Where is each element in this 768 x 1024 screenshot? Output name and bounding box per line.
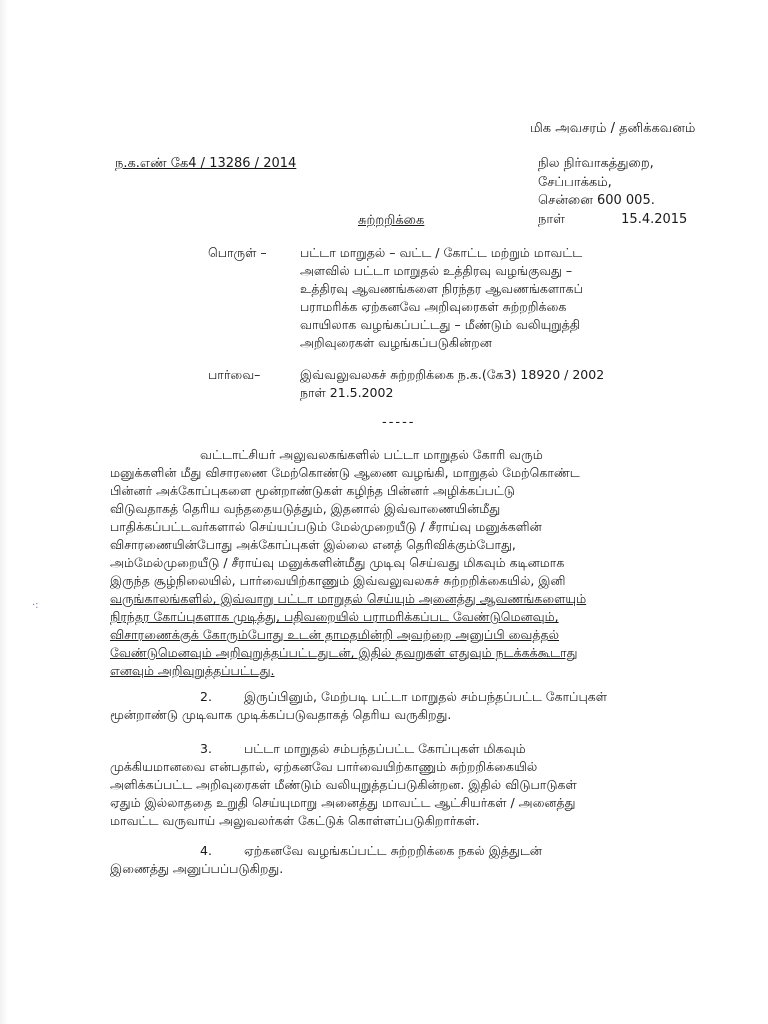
date-value: 15.4.2015 bbox=[621, 211, 688, 227]
paragraph-line: இருந்த சூழ்நிலையில், பார்வையிற்காணும் இவ்வலுவலகச் சுற்றறிக்கையில், இனி bbox=[110, 573, 566, 588]
reference-label: பார்வை– bbox=[208, 367, 261, 382]
paragraph-text: பட்டா மாறுதல் சம்பந்தப்பட்ட கோப்புகள் மிகவும் bbox=[244, 741, 526, 756]
paragraph-3 bbox=[110, 740, 668, 830]
document-title: சுற்றறிக்கை bbox=[358, 213, 425, 228]
subject-line: பட்டா மாறுதல் – வட்ட / கோட்ட மற்றும் மாவட்ட bbox=[300, 245, 583, 260]
paragraph-line: விசாரணையின்போது அக்கோப்புகள் இல்லை எனத் தெரிவிக்கும்போது, bbox=[110, 537, 516, 552]
address-line: சேப்பாக்கம், bbox=[538, 174, 612, 190]
paragraph-number: 4. bbox=[200, 843, 212, 858]
address-block bbox=[538, 155, 738, 229]
paragraph-text: இருப்பினும், மேற்படி பட்டா மாறுதல் சம்பந்தப்பட்ட கோப்புகள் bbox=[244, 689, 608, 704]
paragraph-line: பின்னர் அக்கோப்புகளை மூன்றாண்டுகள் கழிந்த பின்னர் அழிக்கப்பட்டு bbox=[110, 483, 515, 498]
separator: ----- bbox=[382, 415, 416, 430]
scan-edge-shadow bbox=[0, 0, 8, 1024]
scan-speck: ·: bbox=[32, 600, 39, 611]
paragraph-4 bbox=[110, 842, 668, 878]
paragraph-1 bbox=[110, 446, 668, 680]
paragraph-underlined-line: வேண்டுமெனவும் அறிவுறுத்தப்பட்டதுடன், இதில் தவறுகள் எதுவும் நடக்கக்கூடாது bbox=[110, 645, 578, 660]
subject-text bbox=[300, 244, 660, 352]
paragraph-line: பாதிக்கப்பட்டவர்களால் செய்யப்படும் மேல்முறையீடு / சீராய்வு மனுக்களின் bbox=[110, 519, 542, 534]
reference-line-1: இவ்வலுவலகச் சுற்றறிக்கை ந.க.(கே3) 18920 / 2002 bbox=[300, 367, 605, 382]
paragraph-underlined-line: விசாரணைக்குக் கோரும்போது உடன் தாமதமின்றி அவற்றை அனுப்பி வைத்தல் bbox=[110, 627, 560, 642]
paragraph-line: இணைத்து அனுப்பப்படுகிறது. bbox=[110, 861, 284, 876]
paragraph-underlined-line: எனவும் அறிவுறுத்தப்பட்டது. bbox=[110, 663, 275, 678]
paragraph-line: வட்டாட்சியர் அலுவலகங்களில் பட்டா மாறுதல் கோரி வரும் bbox=[200, 447, 543, 462]
paragraph-line: மூன்றாண்டு முடிவாக முடிக்கப்படுவதாகத் தெரிய வருகிறது. bbox=[110, 707, 452, 722]
subject-label: பொருள் – bbox=[208, 245, 267, 260]
paragraph-line: மாவட்ட வருவாய் அலுவலர்கள் கேட்டுக் கொள்ளப்படுகிறார்கள். bbox=[110, 813, 480, 828]
subject-line: உத்திரவு ஆவணங்களை நிரந்தர ஆவணங்களாகப் bbox=[300, 281, 583, 296]
paragraph-line: முக்கியமானவை என்பதால், ஏற்கனவே பார்வையிற்காணும் சுற்றறிக்கையில் bbox=[110, 759, 538, 774]
paragraph-text: ஏற்கனவே வழங்கப்பட்ட சுற்றறிக்கை நகல் இத்துடன் bbox=[244, 843, 542, 858]
paragraph-2 bbox=[110, 688, 668, 724]
paragraph-line: விடுவதாகத் தெரிய வந்ததையடுத்தும், இதனால் இவ்வாணையின்மீது bbox=[110, 501, 501, 516]
address-line: நில நிர்வாகத்துறை, bbox=[538, 156, 654, 171]
subject-line: அளவில் பட்டா மாறுதல் உத்திரவு வழங்குவது – bbox=[300, 263, 573, 278]
subject-line: பராமரிக்க ஏற்கனவே அறிவுரைகள் சுற்றறிக்கை bbox=[300, 299, 567, 314]
reference-number: ந.க.எண் கே4 / 13286 / 2014 bbox=[115, 156, 297, 171]
date-label: நாள் bbox=[538, 211, 565, 227]
paragraph-line: ஏதும் இல்லாததை உறுதி செய்யுமாறு அனைத்து மாவட்ட ஆட்சியர்கள் / அனைத்து bbox=[110, 795, 576, 810]
paragraph-line: அளிக்கப்பட்ட அறிவுரைகள் மீண்டும் வலியுறுத்தப்படுகின்றன. இதில் விடுபாடுகள் bbox=[110, 777, 577, 792]
paragraph-line bbox=[110, 688, 668, 706]
paragraph-line bbox=[110, 740, 668, 758]
subject-line: அறிவுரைகள் வழங்கப்படுகின்றன bbox=[300, 335, 492, 350]
paragraph-line bbox=[110, 842, 668, 860]
paragraph-number: 2. bbox=[200, 689, 212, 704]
paragraph-number: 3. bbox=[200, 741, 212, 756]
reference-text bbox=[300, 366, 680, 402]
paragraph-underlined-line: வருங்காலங்களில், இவ்வாறு பட்டா மாறுதல் செய்யும் அனைத்து ஆவணங்களையும் bbox=[110, 591, 587, 606]
paragraph-underlined-line: நிரந்தர கோப்புகளாக முடித்து, பதிவறையில் பராமரிக்கப்பட வேண்டுமெனவும், bbox=[110, 609, 559, 624]
urgency-note: மிக அவசரம் / தனிக்கவனம் bbox=[530, 121, 696, 136]
reference-line-2: நாள் 21.5.2002 bbox=[300, 385, 394, 400]
paragraph-line: மனுக்களின் மீது விசாரணை மேற்கொண்டு ஆணை வழங்கி, மாறுதல் மேற்கொண்ட bbox=[110, 465, 580, 480]
subject-line: வாயிலாக வழங்கப்பட்டது – மீண்டும் வலியுறுத்தி bbox=[300, 317, 581, 332]
date-row bbox=[538, 211, 738, 230]
address-line: சென்னை 600 005. bbox=[538, 193, 655, 208]
paragraph-line: அம்மேல்முறையீடு / சீராய்வு மனுக்களின்மீது முடிவு செய்வது மிகவும் கடினமாக bbox=[110, 555, 565, 570]
